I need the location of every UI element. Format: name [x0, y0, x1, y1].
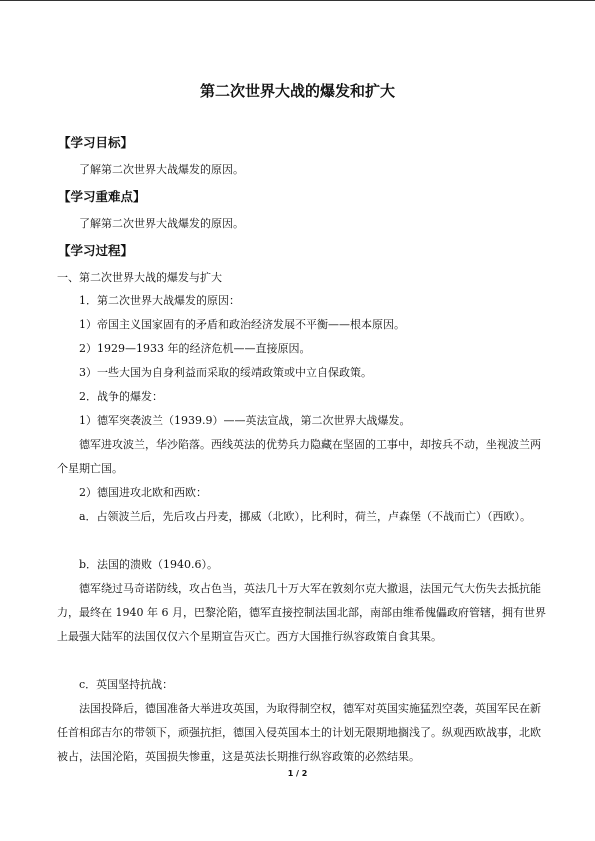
- paragraph-west-europe-heading: 2）德国进攻北欧和西欧：: [79, 486, 207, 499]
- paragraph-france-heading: b．法国的溃败（1940.6）。: [79, 558, 219, 571]
- paragraph-cause-2: 2）1929—1933 年的经济危机——直接原因。: [79, 342, 311, 355]
- section-heading-one: 一、第二次世界大战的爆发与扩大: [57, 271, 222, 284]
- heading-key-points: 【学习重难点】: [58, 189, 146, 204]
- page-title: 第二次世界大战的爆发和扩大: [199, 82, 395, 100]
- paragraph-outbreak-heading: 2．战争的爆发：: [79, 390, 163, 403]
- paragraph-poland: 1）德军突袭波兰（1939.9）——英法宣战，第二次世界大战爆发。: [79, 414, 411, 427]
- key-points-text: 了解第二次世界大战爆发的原因。: [79, 217, 244, 230]
- page-number: 1 / 2: [287, 769, 308, 778]
- paragraph-cause-1: 1）帝国主义国家固有的矛盾和政治经济发展不平衡——根本原因。: [79, 318, 405, 331]
- heading-learning-goals: 【学习目标】: [58, 135, 134, 150]
- heading-learning-process: 【学习过程】: [58, 243, 134, 258]
- paragraph-cause-heading: 1．第二次世界大战爆发的原因：: [79, 294, 240, 307]
- paragraph-cause-3: 3）一些大国为自身利益而采取的绥靖政策或中立自保政策。: [79, 366, 372, 379]
- paragraph-warsaw: 德军进攻波兰，华沙陷落。西线英法的优势兵力隐藏在坚固的工事中，却按兵不动，坐视波兰两个星期亡国。: [57, 438, 541, 475]
- goal-text: 了解第二次世界大战爆发的原因。: [79, 163, 244, 176]
- paragraph-france: 德军绕过马奇诺防线，攻占色当，英法几十万大军在敦刻尔克大撤退，法国元气大伤失去抵抗能力，最终在 1940 年 6 月，巴黎沦陷，德军直接控制法国北部，南部由维希傀儡政府管辖，拥有世界上最强大陆军的法国仅仅六个星期宣告灭亡。西方大国推行纵容政策自食其果。: [57, 582, 546, 643]
- paragraph-britain-heading: c．英国坚持抗战：: [79, 678, 174, 691]
- paragraph-occupation: a．占领波兰后，先后攻占丹麦，挪威（北欧），比利时，荷兰，卢森堡（不战而亡）（西欧）。: [79, 510, 532, 523]
- paragraph-britain: 法国投降后，德国准备大举进攻英国，为取得制空权，德军对英国实施猛烈空袭，英国军民在新任首相邱吉尔的带领下，顽强抗拒，德国入侵英国本土的计划无限期地搁浅了。纵观西欧战事，北欧被占，法国沦陷，英国损失惨重，这是英法长期推行纵容政策的必然结果。: [57, 702, 541, 763]
